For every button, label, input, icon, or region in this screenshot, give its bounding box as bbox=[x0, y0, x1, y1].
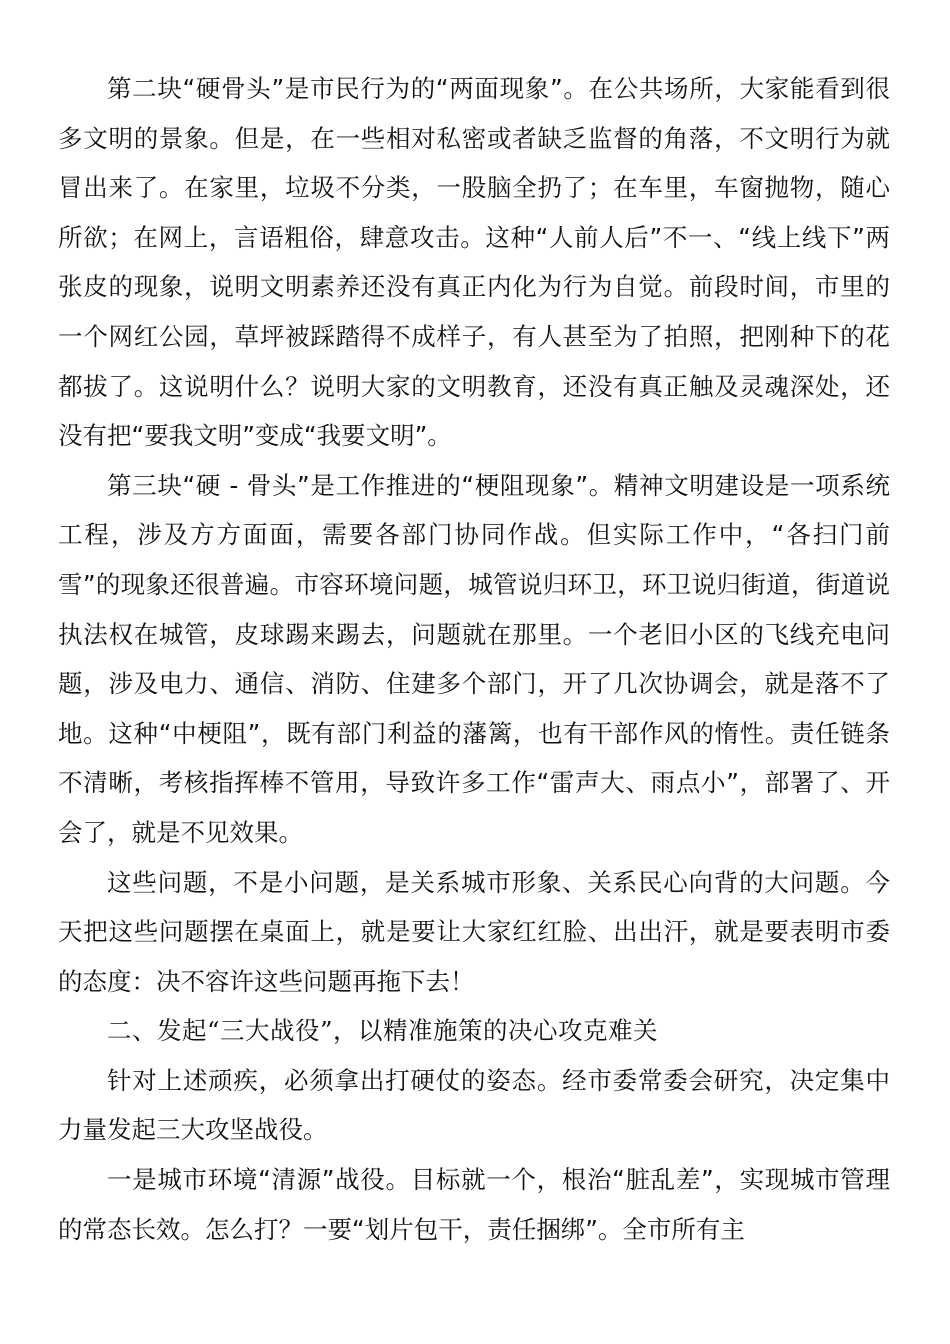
document-body bbox=[58, 64, 890, 1254]
paragraph-second-hard-bone: 第二块“硬骨头”是市民行为的“两面现象”。在公共场所，大家能看到很多文明的景象。但是，在一些相对私密或者缺乏监督的角落，不文明行为就冒出来了。在家里，垃圾不分类，一股脑全扔了；在车里，车窗抛物，随心所欲；在网上，言语粗俗，肆意攻击。这种“人前人后”不一、“线上线下”两张皮的现象，说明文明素养还没有真正内化为行为自觉。前段时间，市里的一个网红公园，草坪被踩踏得不成样子，有人甚至为了拍照，把刚种下的花都拔了。这说明什么？说明大家的文明教育，还没有真正触及灵魂深处，还没有把“要我文明”变成“我要文明”。 bbox=[58, 74, 890, 451]
paragraph-campaigns-intro: 针对上述顽疾，必须拿出打硬仗的姿态。经市委常委会研究，决定集中力量发起三大攻坚战役。 bbox=[58, 1065, 890, 1145]
paragraph-third-hard-bone: 第三块“硬 - 骨头”是工作推进的“梗阻现象”。精神文明建设是一项系统工程，涉及方方面面，需要各部门协同作战。但实际工作中，“各扫门前雪”的现象还很普遍。市容环境问题，城管说归环卫，环卫说归街道，街道说执法权在城管，皮球踢来踢去，问题就在那里。一个老旧小区的飞线充电问题，涉及电力、通信、消防、住建多个部门，开了几次协调会，就是落不了地。这种“中梗阻”，既有部门利益的藩篱，也有干部作风的惰性。责任链条不清晰，考核指挥棒不管用，导致许多工作“雷声大、雨点小”，部署了、开会了，就是不见效果。 bbox=[58, 470, 890, 847]
paragraph-problems-summary: 这些问题，不是小问题，是关系城市形象、关系民心向背的大问题。今天把这些问题摆在桌面上，就是要让大家红红脸、出出汗，就是要表明市委的态度：决不容许这些问题再拖下去！ bbox=[58, 867, 890, 996]
paragraph-first-campaign: 一是城市环境“清源”战役。目标就一个，根治“脏乱差”，实现城市管理的常态长效。怎么打？一要“划片包干，责任捆绑”。全市所有主 bbox=[58, 1165, 890, 1244]
section-heading-three-campaigns: 二、发起“三大战役”，以精准施策的决心攻克难关 bbox=[107, 1016, 659, 1046]
